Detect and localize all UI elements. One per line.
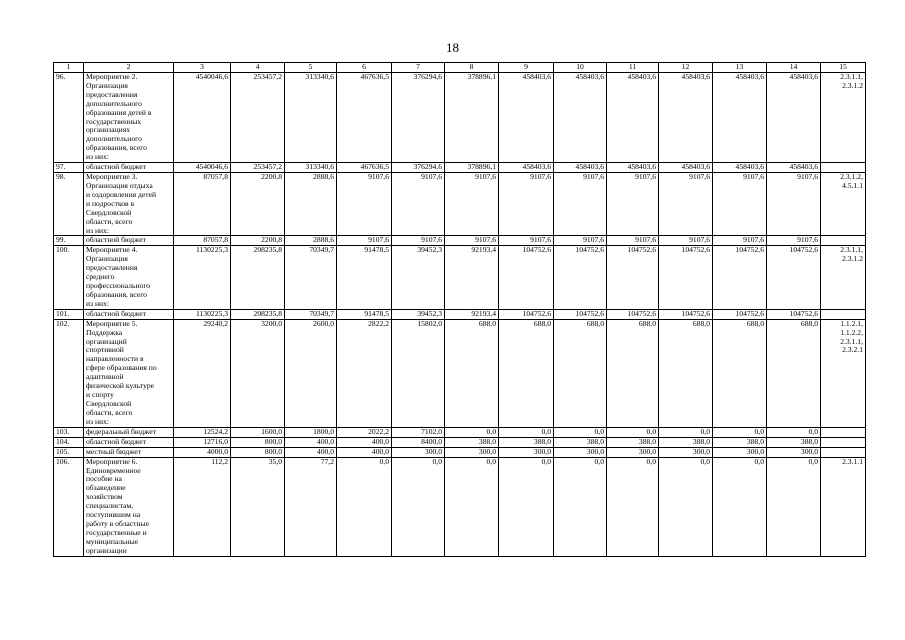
value-cell: 458403,6 <box>499 163 554 173</box>
value-cell: 15802,0 <box>392 319 445 427</box>
row-name-line: предоставления <box>86 263 138 273</box>
value-cell: 77,2 <box>285 457 337 556</box>
ref-line: 2.3.1.2, <box>840 172 863 182</box>
value-cell: 458403,6 <box>713 73 767 163</box>
row-name-line: из них: <box>86 298 109 308</box>
table-row <box>54 246 866 309</box>
column-header: 6 <box>337 63 392 73</box>
value-cell: 7102,0 <box>392 427 445 437</box>
value-cell: 0,0 <box>499 457 554 556</box>
value-cell: 800,0 <box>231 437 285 447</box>
row-name-line: областной бюджет <box>86 437 146 446</box>
row-number: 99. <box>54 236 84 246</box>
column-header: 10 <box>554 63 607 73</box>
value-cell: 0,0 <box>445 457 499 556</box>
value-cell: 688,0 <box>713 319 767 427</box>
row-name-line: направленности в <box>86 354 144 364</box>
value-cell: 1130225,3 <box>174 309 231 319</box>
ref-line: 2.3.1.1, <box>840 336 863 346</box>
table-row <box>54 447 866 457</box>
value-cell: 35,0 <box>231 457 285 556</box>
value-cell: 39452,3 <box>392 309 445 319</box>
value-cell: 39452,3 <box>392 246 445 309</box>
value-cell: 1800,0 <box>285 427 337 437</box>
value-cell: 313340,6 <box>285 73 337 163</box>
value-cell: 0,0 <box>659 427 713 437</box>
row-name-line: организаций <box>86 336 127 346</box>
value-cell: 9107,6 <box>445 173 499 236</box>
row-name-line: государственные и <box>86 527 147 537</box>
row-name-line: организации <box>86 545 127 555</box>
ref-line: 2.3.2.1 <box>842 345 863 355</box>
value-cell: 800,0 <box>231 447 285 457</box>
row-name-line: из них: <box>86 152 109 162</box>
value-cell: 104752,6 <box>499 246 554 309</box>
value-cell: 0,0 <box>713 427 767 437</box>
value-cell: 388,0 <box>499 437 554 447</box>
row-name-line: Мероприятие 2. <box>86 72 138 81</box>
row-name-line: Организация <box>86 80 128 90</box>
value-cell: 300,0 <box>713 447 767 457</box>
column-header: 12 <box>659 63 713 73</box>
row-name <box>84 447 174 457</box>
row-name-line: предоставления <box>86 89 138 99</box>
value-cell: 1130225,3 <box>174 246 231 309</box>
value-cell: 9107,6 <box>659 173 713 236</box>
value-cell: 9107,6 <box>554 236 607 246</box>
table-row <box>54 309 866 319</box>
table-row <box>54 457 866 556</box>
value-cell: 104752,6 <box>713 309 767 319</box>
column-header: 9 <box>499 63 554 73</box>
row-name <box>84 73 174 163</box>
value-cell: 4000,0 <box>174 447 231 457</box>
row-name-line: Свердловской <box>86 398 132 408</box>
column-header: 7 <box>392 63 445 73</box>
value-cell: 9107,6 <box>337 236 392 246</box>
row-name-line: из них: <box>86 225 109 235</box>
row-name-line: спортивной <box>86 345 124 355</box>
row-number: 103. <box>54 427 84 437</box>
ref-cell <box>821 427 866 437</box>
value-cell: 9107,6 <box>713 236 767 246</box>
row-name-line: из них: <box>86 416 109 426</box>
value-cell: 91478,5 <box>337 246 392 309</box>
value-cell: 300,0 <box>659 447 713 457</box>
row-name-line: Мероприятие 4. <box>86 245 138 255</box>
row-name-line: образования, всего <box>86 289 147 299</box>
value-cell: 400,0 <box>337 447 392 457</box>
value-cell: 300,0 <box>445 447 499 457</box>
value-cell: 9107,6 <box>392 173 445 236</box>
value-cell: 87057,8 <box>174 173 231 236</box>
column-header: 13 <box>713 63 767 73</box>
value-cell: 70349,7 <box>285 309 337 319</box>
value-cell: 0,0 <box>607 457 659 556</box>
row-name-line: области, всего <box>86 216 133 226</box>
table-row <box>54 163 866 173</box>
value-cell: 458403,6 <box>659 73 713 163</box>
value-cell: 253457,2 <box>231 163 285 173</box>
ref-cell <box>821 437 866 447</box>
row-name <box>84 309 174 319</box>
page-number: 18 <box>446 40 459 55</box>
value-cell: 0,0 <box>659 457 713 556</box>
table-body <box>54 63 866 557</box>
value-cell: 376294,6 <box>392 73 445 163</box>
ref-line: 2.3.1.2 <box>842 254 863 264</box>
row-name-line: федеральный бюджет <box>86 427 156 436</box>
value-cell: 0,0 <box>767 427 821 437</box>
value-cell: 9107,6 <box>392 236 445 246</box>
value-cell: 9107,6 <box>337 173 392 236</box>
value-cell: 8400,0 <box>392 437 445 447</box>
value-cell: 688,0 <box>445 319 499 427</box>
value-cell: 458403,6 <box>499 73 554 163</box>
value-cell: 208235,8 <box>231 309 285 319</box>
value-cell: 2200,8 <box>231 173 285 236</box>
value-cell: 388,0 <box>445 437 499 447</box>
ref-cell <box>821 457 866 556</box>
value-cell: 0,0 <box>554 457 607 556</box>
row-number: 96. <box>54 73 84 163</box>
value-cell: 388,0 <box>713 437 767 447</box>
row-name <box>84 173 174 236</box>
value-cell: 104752,6 <box>659 246 713 309</box>
value-cell: 458403,6 <box>659 163 713 173</box>
column-header: 3 <box>174 63 231 73</box>
row-name-line: муниципальные <box>86 536 139 546</box>
value-cell: 104752,6 <box>767 246 821 309</box>
row-name-line: Мероприятие 3. <box>86 172 138 182</box>
ref-cell <box>821 73 866 163</box>
row-name-line: физической культуре <box>86 381 155 391</box>
table-row <box>54 319 866 427</box>
value-cell: 458403,6 <box>767 163 821 173</box>
value-cell: 9107,6 <box>445 236 499 246</box>
column-header: 8 <box>445 63 499 73</box>
value-cell: 0,0 <box>554 427 607 437</box>
header-row <box>54 63 866 73</box>
column-header: 11 <box>607 63 659 73</box>
value-cell: 458403,6 <box>767 73 821 163</box>
row-number: 105. <box>54 447 84 457</box>
value-cell: 0,0 <box>499 427 554 437</box>
value-cell: 300,0 <box>607 447 659 457</box>
value-cell: 104752,6 <box>659 309 713 319</box>
row-name <box>84 319 174 427</box>
table-row <box>54 427 866 437</box>
ref-cell <box>821 236 866 246</box>
row-name-line: Мероприятие 6. <box>86 457 138 466</box>
value-cell: 388,0 <box>767 437 821 447</box>
value-cell: 9107,6 <box>499 173 554 236</box>
value-cell: 104752,6 <box>607 246 659 309</box>
value-cell: 467636,5 <box>337 163 392 173</box>
row-name <box>84 457 174 556</box>
value-cell: 313340,6 <box>285 163 337 173</box>
value-cell: 0,0 <box>607 427 659 437</box>
value-cell: 9107,6 <box>713 173 767 236</box>
value-cell: 458403,6 <box>607 73 659 163</box>
value-cell: 208235,8 <box>231 246 285 309</box>
value-cell: 376294,6 <box>392 163 445 173</box>
row-name <box>84 246 174 309</box>
ref-cell <box>821 246 866 309</box>
value-cell: 104752,6 <box>607 309 659 319</box>
column-header: 15 <box>821 63 866 73</box>
column-header: 4 <box>231 63 285 73</box>
ref-cell <box>821 447 866 457</box>
value-cell: 688,0 <box>767 319 821 427</box>
value-cell: 458403,6 <box>713 163 767 173</box>
table-row <box>54 437 866 447</box>
value-cell: 1600,0 <box>231 427 285 437</box>
value-cell: 688,0 <box>499 319 554 427</box>
row-name-line: образования, всего <box>86 143 147 153</box>
row-name <box>84 427 174 437</box>
budget-table <box>53 62 866 557</box>
value-cell: 388,0 <box>607 437 659 447</box>
row-name-line: Свердловской <box>86 207 132 217</box>
value-cell: 688,0 <box>607 319 659 427</box>
value-cell: 91478,5 <box>337 309 392 319</box>
row-name-line: адаптивной <box>86 372 124 382</box>
value-cell: 3200,0 <box>231 319 285 427</box>
value-cell: 388,0 <box>554 437 607 447</box>
ref-cell <box>821 163 866 173</box>
value-cell: 12524,2 <box>174 427 231 437</box>
ref-line: 2.3.1.1, <box>840 72 863 81</box>
value-cell: 0,0 <box>337 457 392 556</box>
column-header: 5 <box>285 63 337 73</box>
value-cell: 0,0 <box>713 457 767 556</box>
row-name-line: среднего <box>86 272 115 282</box>
value-cell: 2600,0 <box>285 319 337 427</box>
value-cell: 0,0 <box>767 457 821 556</box>
row-name-line: образования детей в <box>86 107 152 117</box>
row-name-line: пособие на <box>86 474 122 484</box>
row-name-line: и спорту <box>86 390 114 399</box>
row-name-line: сфере образования по <box>86 363 157 373</box>
value-cell: 458403,6 <box>554 73 607 163</box>
table-row <box>54 73 866 163</box>
value-cell: 688,0 <box>554 319 607 427</box>
value-cell: 688,0 <box>659 319 713 427</box>
value-cell: 70349,7 <box>285 246 337 309</box>
value-cell: 2200,8 <box>231 236 285 246</box>
row-number: 98. <box>54 173 84 236</box>
value-cell: 4540046,6 <box>174 163 231 173</box>
row-name-line: государственных <box>86 116 142 126</box>
row-name-line: хозяйством <box>86 492 123 502</box>
ref-cell <box>821 319 866 427</box>
row-name-line: дополнительного <box>86 98 142 108</box>
row-name <box>84 236 174 246</box>
ref-cell <box>821 309 866 319</box>
row-number: 104. <box>54 437 84 447</box>
value-cell: 92193,4 <box>445 246 499 309</box>
value-cell: 87057,8 <box>174 236 231 246</box>
row-name-line: областной бюджет <box>86 162 146 172</box>
row-name-line: Организация <box>86 254 128 264</box>
row-name-line: организациях <box>86 125 130 135</box>
row-name-line: Единовременное <box>86 465 141 475</box>
value-cell: 400,0 <box>337 437 392 447</box>
value-cell: 9107,6 <box>767 173 821 236</box>
row-name <box>84 163 174 173</box>
value-cell: 0,0 <box>445 427 499 437</box>
value-cell: 92193,4 <box>445 309 499 319</box>
row-number: 102. <box>54 319 84 427</box>
value-cell: 400,0 <box>285 437 337 447</box>
row-number: 106. <box>54 457 84 556</box>
column-header: 2 <box>84 63 174 73</box>
value-cell: 2022,2 <box>337 427 392 437</box>
row-name-line: специалистам, <box>86 501 134 511</box>
value-cell: 2888,6 <box>285 236 337 246</box>
column-header: 14 <box>767 63 821 73</box>
value-cell: 9107,6 <box>767 236 821 246</box>
value-cell: 104752,6 <box>713 246 767 309</box>
value-cell: 300,0 <box>767 447 821 457</box>
value-cell: 2822,2 <box>337 319 392 427</box>
ref-line: 2.3.1.1, <box>840 245 863 255</box>
value-cell: 253457,2 <box>231 73 285 163</box>
ref-cell <box>821 173 866 236</box>
value-cell: 104752,6 <box>554 309 607 319</box>
row-name-line: Мероприятие 5. <box>86 319 138 328</box>
value-cell: 2888,6 <box>285 173 337 236</box>
ref-line: 2.3.1.2 <box>842 80 863 90</box>
value-cell: 388,0 <box>659 437 713 447</box>
row-name-line: и подростков в <box>86 198 135 208</box>
value-cell: 9107,6 <box>659 236 713 246</box>
row-number: 97. <box>54 163 84 173</box>
value-cell: 4540046,6 <box>174 73 231 163</box>
row-name-line: и оздоровления детей <box>86 189 157 199</box>
value-cell: 104752,6 <box>767 309 821 319</box>
row-number: 100. <box>54 246 84 309</box>
ref-line: 4.5.1.1 <box>842 180 863 190</box>
value-cell: 300,0 <box>554 447 607 457</box>
ref-line: 1.1.2.1, 1.1.2.2, <box>840 319 863 337</box>
value-cell: 378896,1 <box>445 73 499 163</box>
value-cell: 458403,6 <box>554 163 607 173</box>
value-cell: 467636,5 <box>337 73 392 163</box>
row-name <box>84 437 174 447</box>
value-cell: 9107,6 <box>499 236 554 246</box>
table-row <box>54 236 866 246</box>
value-cell: 400,0 <box>285 447 337 457</box>
row-name-line: дополнительного <box>86 134 142 144</box>
value-cell: 9107,6 <box>607 236 659 246</box>
row-name-line: области, всего <box>86 407 133 417</box>
value-cell: 112,2 <box>174 457 231 556</box>
row-name-line: профессионального <box>86 281 151 291</box>
row-name-line: местный бюджет <box>86 447 142 456</box>
value-cell: 300,0 <box>392 447 445 457</box>
value-cell: 0,0 <box>392 457 445 556</box>
row-name-line: работу в областные <box>86 518 149 528</box>
value-cell: 104752,6 <box>499 309 554 319</box>
value-cell: 104752,6 <box>554 246 607 309</box>
row-name-line: обзаведение <box>86 483 126 493</box>
row-name-line: Поддержка <box>86 327 123 337</box>
value-cell: 300,0 <box>499 447 554 457</box>
row-name-line: Организация отдыха <box>86 180 153 190</box>
ref-line: 2.3.1.1 <box>842 457 863 466</box>
value-cell: 12716,0 <box>174 437 231 447</box>
row-name-line: областной бюджет <box>86 309 146 318</box>
row-name-line: областной бюджет <box>86 235 146 245</box>
column-header: 1 <box>54 63 84 73</box>
row-name-line: поступившим на <box>86 510 141 520</box>
table-row <box>54 173 866 236</box>
value-cell: 458403,6 <box>607 163 659 173</box>
value-cell: 9107,6 <box>607 173 659 236</box>
value-cell: 29240,2 <box>174 319 231 427</box>
row-number: 101. <box>54 309 84 319</box>
value-cell: 9107,6 <box>554 173 607 236</box>
value-cell: 378896,1 <box>445 163 499 173</box>
